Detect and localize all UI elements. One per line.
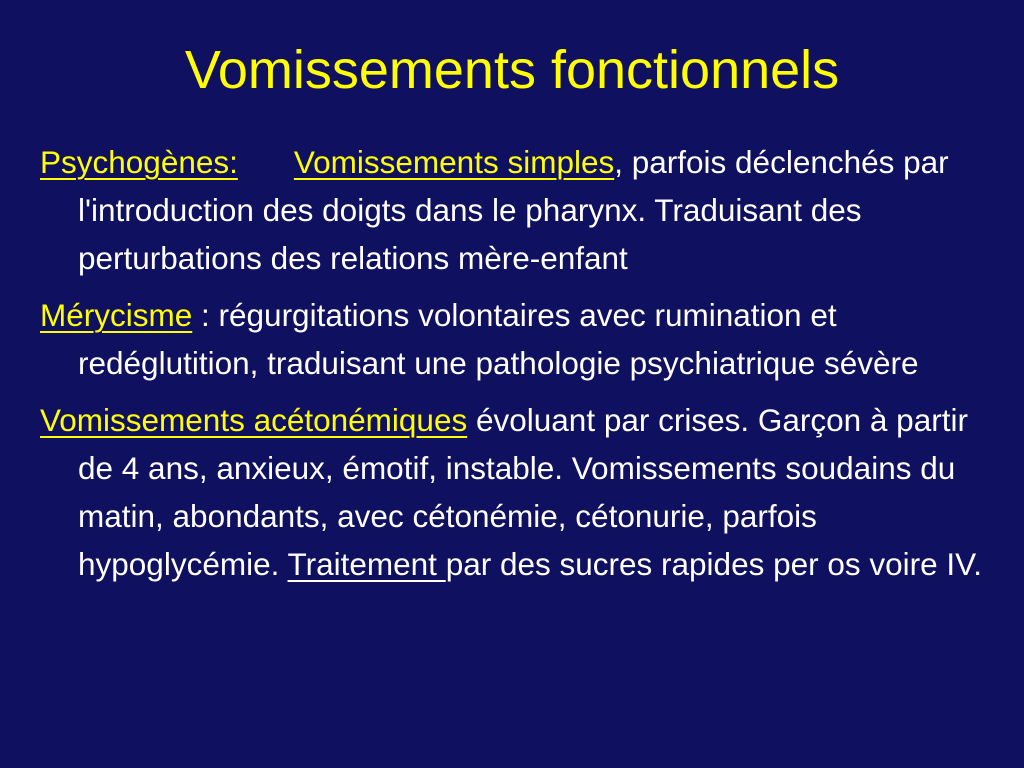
psychogenes-heading: Psychogènes: bbox=[40, 144, 238, 180]
term-vomissements-acetonemiques: Vomissements acétonémiques bbox=[40, 402, 468, 438]
term-merycisme: Mérycisme bbox=[40, 297, 193, 333]
slide-body bbox=[40, 138, 990, 597]
paragraph-psychogenes bbox=[40, 138, 990, 282]
paragraph-merycisme bbox=[40, 291, 990, 387]
paragraph-text: évoluant par crises. Garçon à partir de 4 ans, anxieux, émotif, instable. Vomissements soudains du matin, abondants, avec cétonémie, cétonurie, parfois hypoglycémie. bbox=[78, 402, 968, 582]
term-vomissements-simples: Vomissements simples bbox=[293, 144, 615, 180]
treatment-text: par des sucres rapides per os voire IV. bbox=[445, 546, 983, 582]
paragraph-acetonemiques bbox=[40, 396, 990, 588]
paragraph-text: : régurgitations volontaires avec rumination et redéglutition, traduisant une pathologie psychiatrique sévère bbox=[78, 297, 919, 381]
paragraph-text: , parfois déclenchés par l'introduction des doigts dans le pharynx. Traduisant des perturbations des relations mère-enfant bbox=[78, 144, 949, 276]
treatment-label: Traitement bbox=[287, 546, 446, 582]
slide-title: Vomissements fonctionnels bbox=[184, 40, 840, 100]
